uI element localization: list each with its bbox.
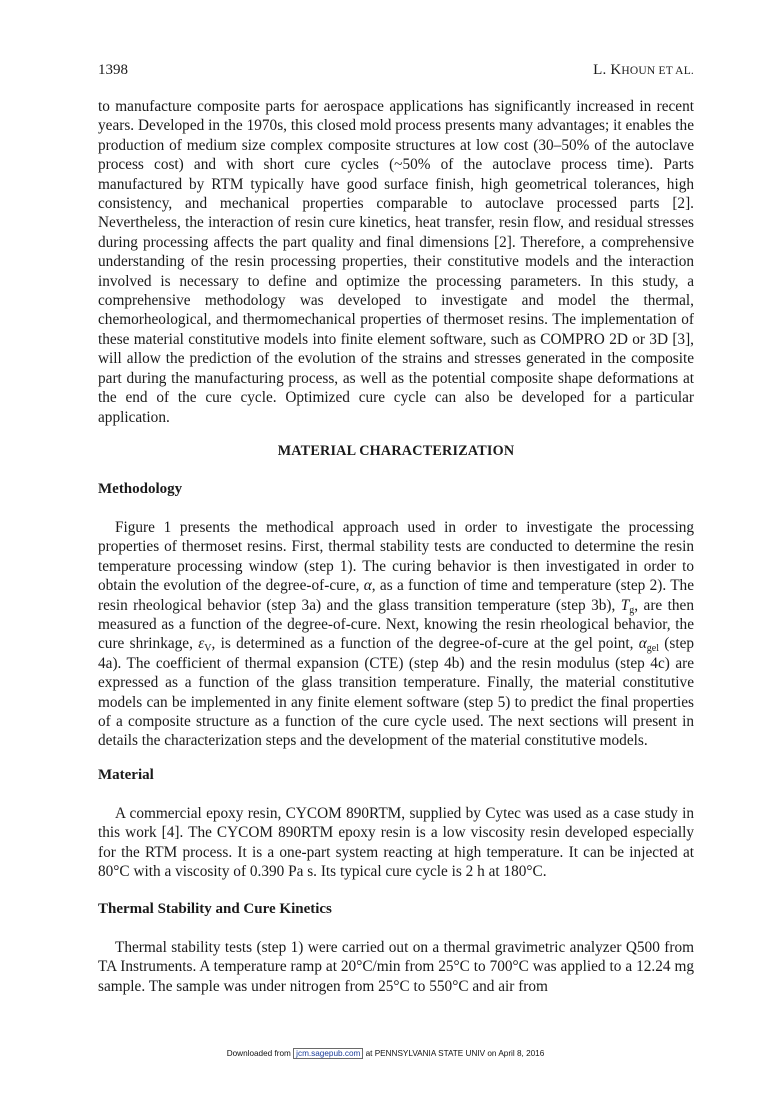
thermal-paragraph: Thermal stability tests (step 1) were carried out on a thermal gravimetric analyzer Q500 from TA Instruments. A temperature ramp at 20°C/min from 25°C to 700°C was applied to a 12.24 mg sample. The sample was under nitrogen from 25°C to 550°C and air from [98,939,694,995]
running-head-authors [593,62,694,79]
download-footer [0,1049,771,1058]
subheading-thermal-stability: Thermal Stability and Cure Kinetics [98,901,332,917]
page-number: 1398 [98,62,128,78]
running-head-rest: HOUN ET AL. [621,65,694,77]
tg-symbol: T [620,596,630,614]
alpha-gel-symbol: α [638,635,647,653]
footer-link[interactable]: jcm.sagepub.com [293,1048,363,1059]
intro-paragraph-block [98,97,694,427]
methodology-text-c: , are then measured as a function of the degree-of-cure. Next, knowing the resin rheological behavior, the cure shrinkage, [98,596,694,653]
thermal-paragraph-block [98,938,694,996]
running-header [98,62,694,82]
methodology-text-a: Figure 1 presents the methodical approach used in order to investigate the processing properties of thermoset resins. First, thermal stability tests are conducted to determine the resin temperature processing window (step 1). The curing behavior is then investigated in order to obtain the evolution of the degree-of-cure, [98,519,694,595]
methodology-text-d: , is determined as a function of the degree-of-cure at the gel point, [211,635,639,653]
subheading-methodology: Methodology [98,481,183,497]
section-heading: MATERIAL CHARACTERIZATION [277,443,515,459]
methodology-text-e: (step 4a). The coefficient of thermal expansion (CTE) (step 4b) and the resin modulus (step 4c) are expressed as a function of the glass transition temperature. Finally, the material constitutive models can be implemented in any finite element software (step 5) to predict the final properties of a composite structure as a function of the cure cycle used. The next sections will present in details the characterization steps and the development of the material constitutive models. [98,635,695,750]
methodology-paragraph-block [98,518,694,751]
footer-suffix: at PENNSYLVANIA STATE UNIV on April 8, 2016 [363,1049,545,1058]
tg-subscript: g [629,604,635,616]
methodology-text-b: , as a function of time and temperature (step 2). The resin rheological behavior (step 3a) and the glass transition temperature (step 3b), [98,577,694,614]
methodology-paragraph [98,518,694,751]
alpha-gel-subscript: gel [646,643,659,655]
running-head-initial: L. K [593,62,622,78]
epsilon-subscript: V [204,643,212,655]
intro-paragraph: to manufacture composite parts for aerospace applications has significantly increased in recent years. Developed in the 1970s, this closed mold process presents many advantages; it enables the production of medium size complex composite structures at low cost (30–50% of the autoclave process cost) and with short cure cycles (~50% of the autoclave process time). Parts manufactured by RTM typically have good surface finish, high geometrical tolerances, high consistency, and mechanical properties comparable to autoclave processed parts [2]. Nevertheless, the interaction of resin cure kinetics, heat transfer, resin flow, and residual stresses during processing affects the part quality and final dimensions [2]. Therefore, a comprehensive understanding of the resin processing properties, their constitutive models and the interaction involved is necessary to define and optimize the processing parameters. In this study, a comprehensive methodology was developed to investigate and model the thermal, chemorheological, and thermomechanical properties of thermoset resins. The implementation of these material constitutive models into finite element software, such as COMPRO 2D or 3D [3], will allow the prediction of the evolution of the strains and stresses generated in the composite part during the manufacturing process, as well as the potential composite shape deformations at the end of the cure cycle. Optimized cure cycle can also be developed for a particular application. [98,98,694,426]
subheading-material: Material [98,767,154,783]
epsilon-symbol: ε [198,635,205,653]
material-paragraph: A commercial epoxy resin, CYCOM 890RTM, supplied by Cytec was used as a case study in this work [4]. The CYCOM 890RTM epoxy resin is a low viscosity resin developed especially for the RTM process. It is a one-part system reacting at high temperature. It can be injected at 80°C with a viscosity of 0.390 Pa s. Its typical cure cycle is 2 h at 180°C. [98,805,694,881]
alpha-symbol: α [363,577,372,595]
material-paragraph-block [98,804,694,882]
footer-prefix: Downloaded from [226,1049,294,1058]
